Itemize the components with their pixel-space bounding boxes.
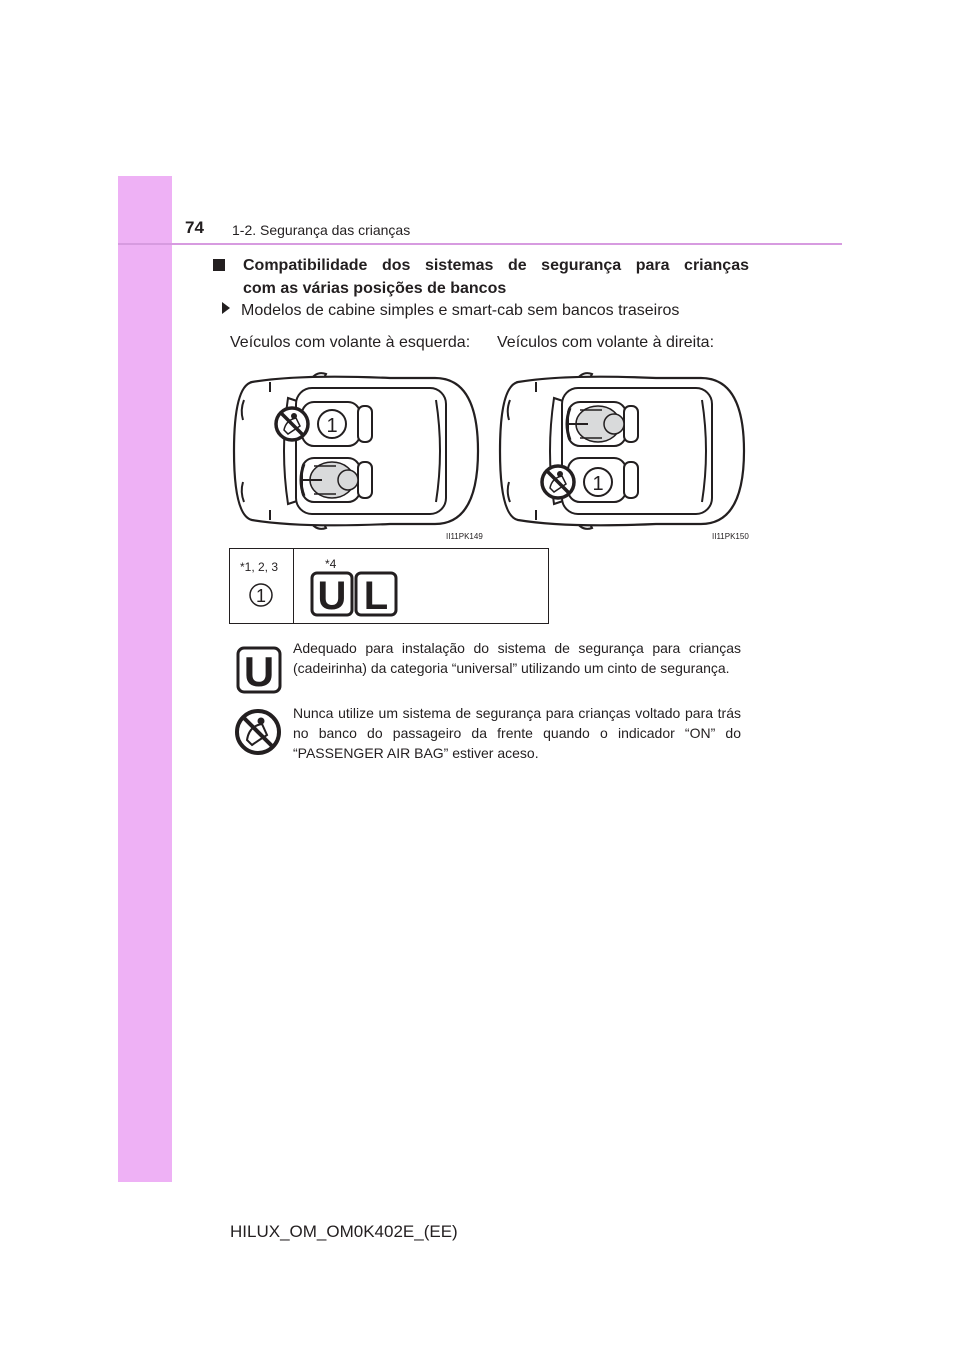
heading-line-2: com as várias posições de bancos [243,280,507,297]
l-letter-icon: L [363,574,389,617]
seat-number-badge [248,582,274,608]
universal-description: Adequado para instalação do sistema de segurança para crianças (cadeirinha) da categoria “universal” utilizando um cinto de segurança. [293,640,741,676]
subheading-text: Modelos de cabine simples e smart-cab sem bancos traseiros [241,302,680,319]
chapter-sidebar-tab [118,176,172,1182]
right-seat-number: 1 [592,473,604,495]
page-number: 74 [185,218,204,237]
subheading [222,302,679,320]
vehicle-seat-diagrams [230,366,752,542]
category-note: *4 [325,557,337,571]
compatibility-table [229,548,549,624]
triangle-bullet-icon [222,302,230,314]
airbag-warning-description: Nunca utilize um sistema de segurança para crianças voltado para trás no banco do passageiro da frente quando o indicador “ON” do “PASSENGER AIR BAG” estiver aceso. [293,705,741,761]
header-rule [118,243,842,245]
heading-line-1: Compatibilidade dos sistemas de segurança para crianças [243,257,749,274]
square-bullet-icon [213,259,225,271]
no-rear-facing-seat-icon [234,708,282,756]
universal-letter-icon: U [317,574,347,617]
seat-note: *1, 2, 3 [240,560,279,574]
legend-u-letter: U [243,648,275,694]
model-code-footer: HILUX_OM_OM0K402E_(EE) [230,1222,458,1241]
table-seat-number: 1 [255,586,267,606]
universal-symbol-icon [236,646,282,694]
left-image-code: II11PK149 [446,532,483,541]
left-seat-number: 1 [326,415,338,437]
right-image-code: II11PK150 [712,532,749,541]
table-divider [293,549,294,623]
category-badges [310,571,400,617]
lhd-label: Veículos com volante à esquerda: [230,334,471,351]
rhd-label: Veículos com volante à direita: [497,334,715,351]
section-title: 1-2. Segurança das crianças [232,222,411,238]
